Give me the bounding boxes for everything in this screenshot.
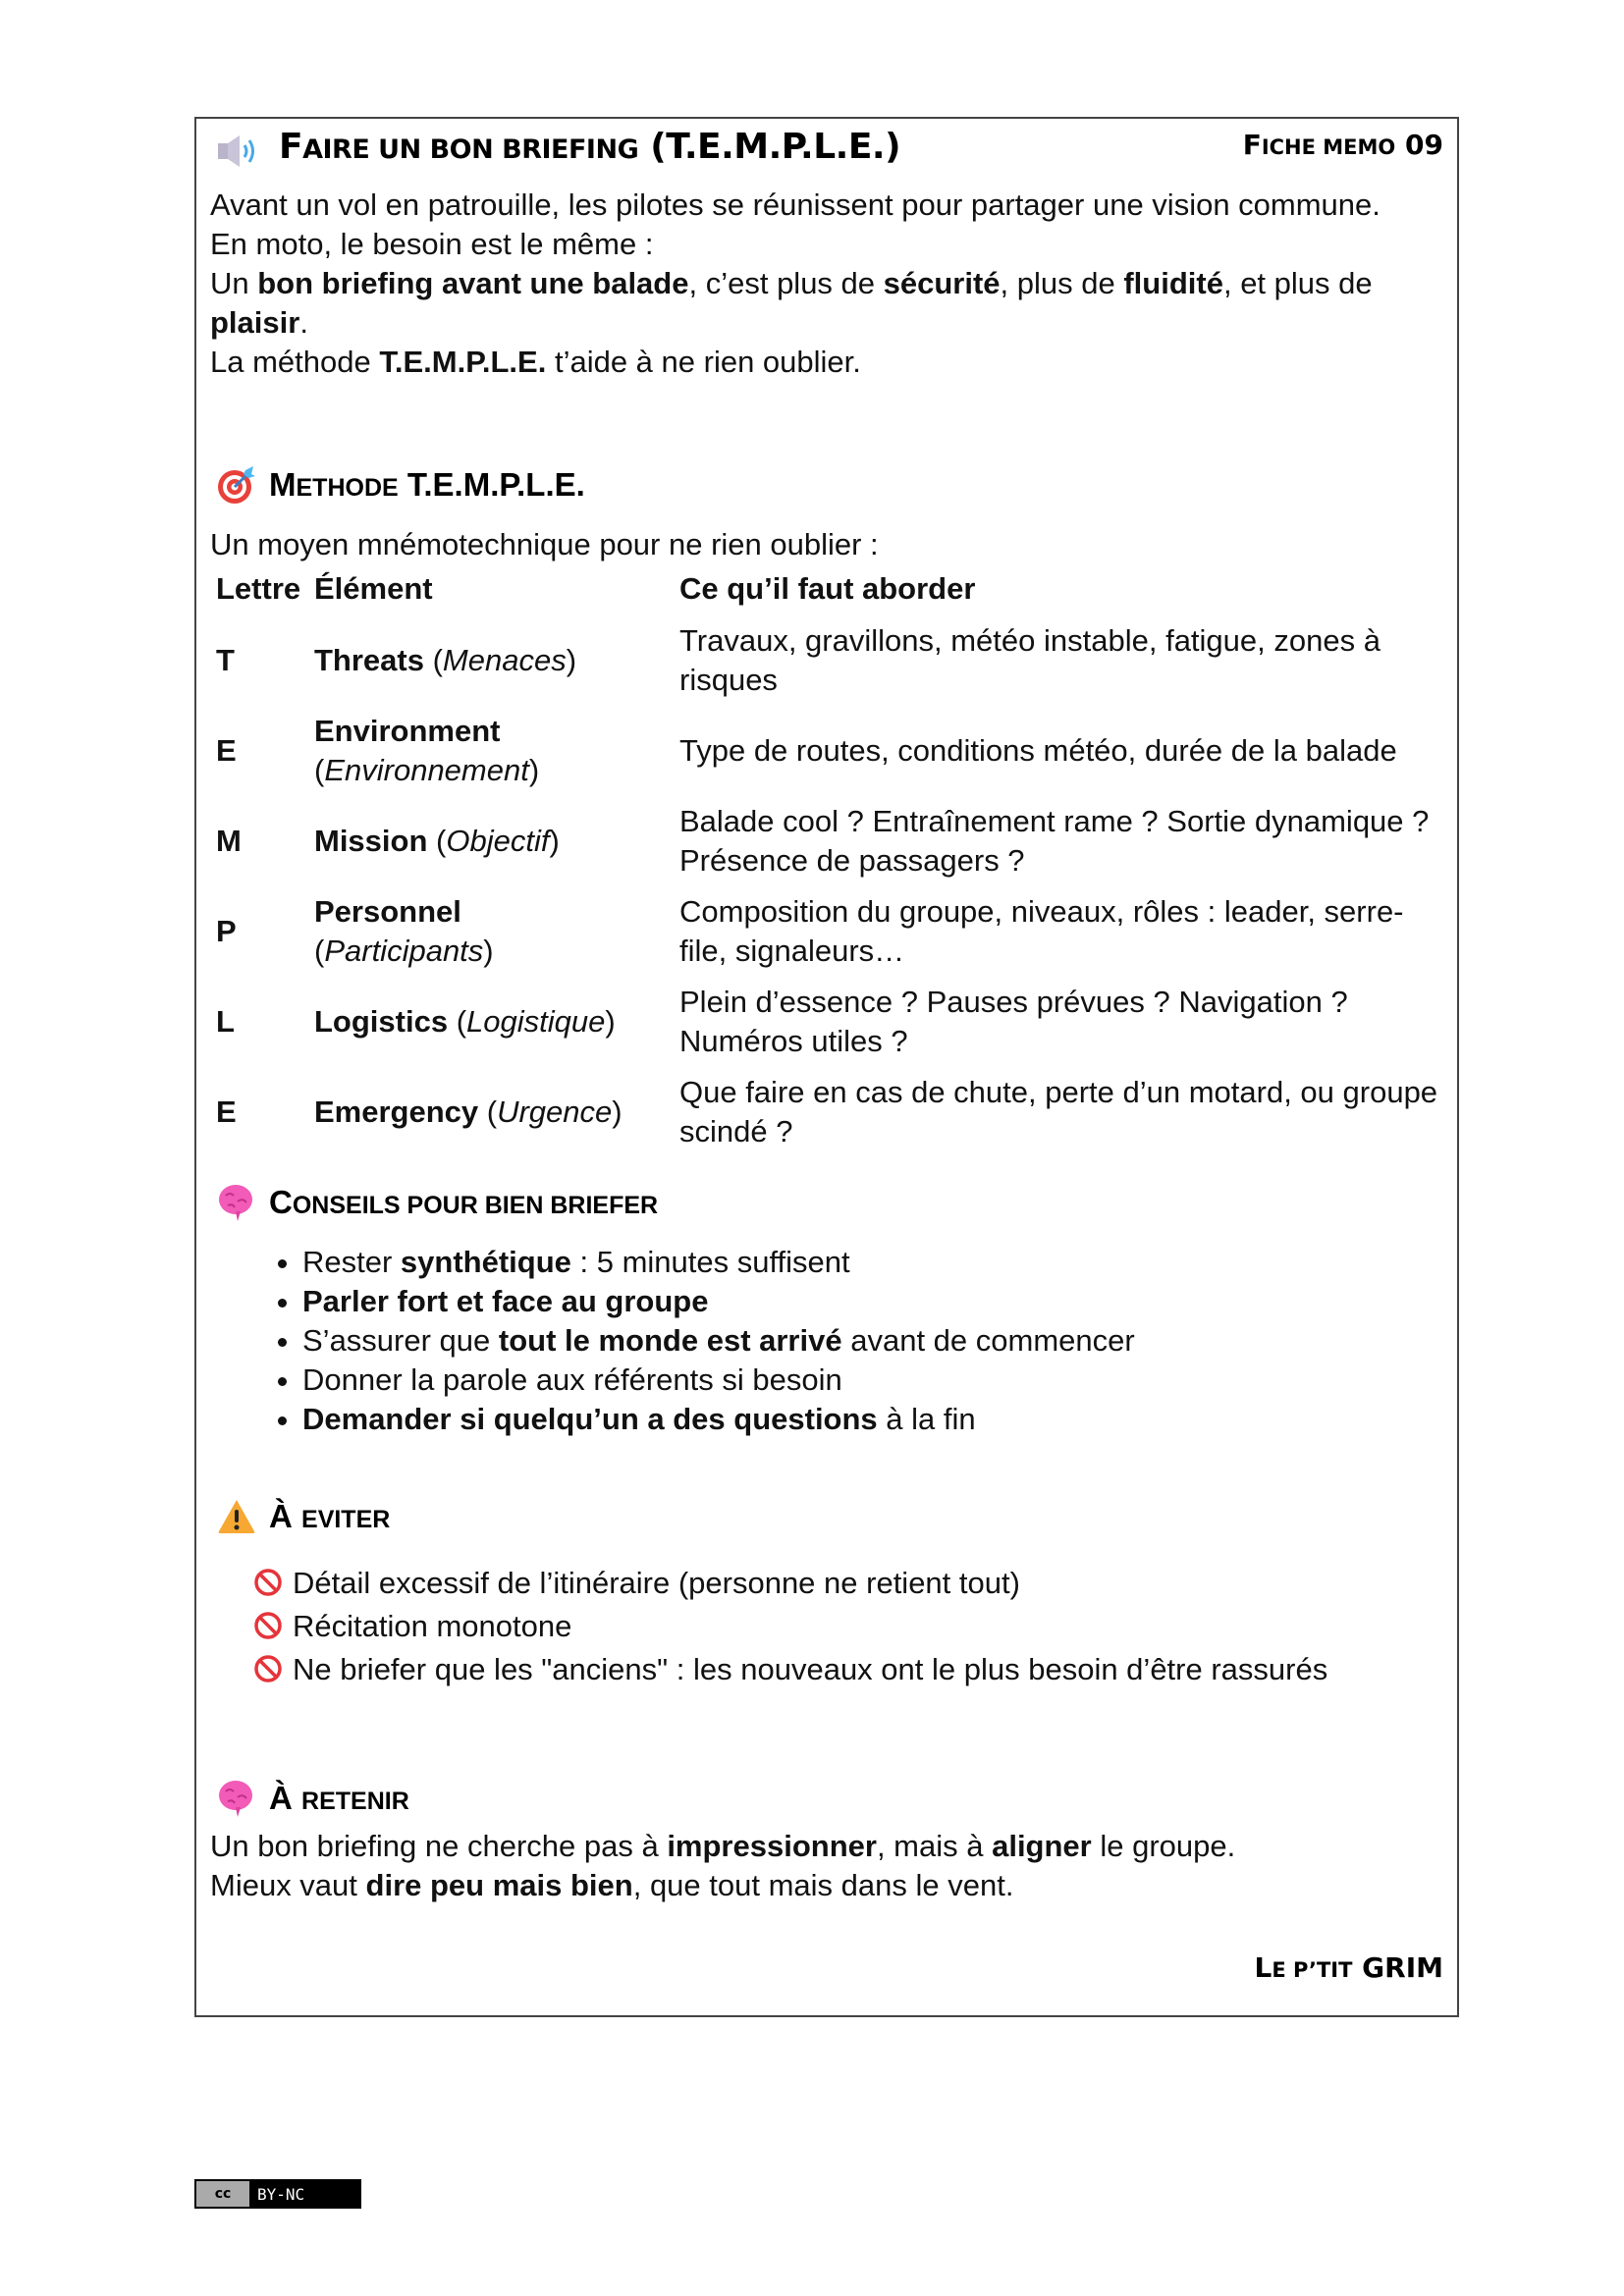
warning-icon <box>216 1496 257 1537</box>
table-row <box>216 619 1443 710</box>
tips-list <box>253 1243 1135 1439</box>
avoid-heading: À EVITER <box>216 1496 390 1537</box>
cc-logo-icon: cc <box>196 2181 249 2207</box>
table-row <box>216 800 1443 890</box>
row-letter: E <box>216 733 237 768</box>
row-letter: L <box>216 1004 235 1039</box>
table-row <box>216 1071 1443 1161</box>
brain-icon <box>216 1778 257 1819</box>
list-item: • S’assurer que tout le monde est arrivé avant de commencer <box>302 1321 1135 1361</box>
retain-text: Un bon briefing ne cherche pas à impressionner, mais à aligner le groupe. Mieux vaut dire peu mais bien, que tout mais dans le vent. <box>210 1829 1236 1902</box>
method-subtitle: Un moyen mnémotechnique pour ne rien oublier : <box>210 527 879 561</box>
header-element: Élément <box>314 571 433 606</box>
tips-heading: CONSEILS POUR BIEN BRIEFER <box>216 1182 658 1223</box>
row-letter: E <box>216 1095 237 1129</box>
row-element: Logistics (Logistique) <box>314 1004 616 1039</box>
method-heading: METHODE T.E.M.P.L.E. <box>216 464 585 506</box>
header-topics: Ce qu’il faut aborder <box>679 571 976 606</box>
license-badge <box>194 2179 361 2209</box>
list-item: • Demander si quelqu’un a des questions à la fin <box>302 1400 1135 1439</box>
memo-number: FICHE MEMO 09 <box>1242 129 1443 161</box>
header-letter: Lettre <box>216 571 301 606</box>
row-letter: P <box>216 914 237 948</box>
brain-icon <box>216 1182 257 1223</box>
table-row <box>216 710 1443 800</box>
row-element: Environment (Environnement) <box>314 714 540 787</box>
memo-card <box>194 117 1459 2017</box>
author-signature: LE P’TIT GRIM <box>1254 1951 1443 1984</box>
list-item: • Rester synthétique : 5 minutes suffisent <box>302 1243 1135 1282</box>
row-letter: M <box>216 824 242 858</box>
temple-table <box>216 570 1443 1161</box>
no-entry-icon <box>253 1654 283 1683</box>
list-item: • Donner la parole aux référents si besoin <box>302 1361 1135 1400</box>
row-letter: T <box>216 643 235 677</box>
no-entry-icon <box>253 1568 283 1597</box>
table-row <box>216 981 1443 1071</box>
row-topics: Que faire en cas de chute, perte d’un motard, ou groupe scindé ? <box>679 1075 1438 1148</box>
table-row <box>216 890 1443 981</box>
row-topics: Type de routes, conditions météo, durée de la balade <box>679 733 1397 768</box>
license-label: BY-NC <box>257 2184 305 2204</box>
retain-heading: À RETENIR <box>216 1778 409 1819</box>
list-item: • Parler fort et face au groupe <box>302 1282 1135 1321</box>
row-topics: Plein d’essence ? Pauses prévues ? Navigation ? Numéros utiles ? <box>679 985 1348 1058</box>
no-entry-icon <box>253 1611 283 1640</box>
row-element: Personnel (Participants) <box>314 894 494 968</box>
intro-text: Avant un vol en patrouille, les pilotes se réunissent pour partager une vision commune. En moto, le besoin est le même : Un bon briefing avant une balade, c’est plus de sécurité, plus de fluidité, et plus de plaisir. La méthode T.E.M.P.L.E. t’aide à ne rien oublier. <box>210 187 1380 379</box>
row-topics: Travaux, gravillons, météo instable, fatigue, zones à risques <box>679 623 1380 697</box>
list-item: Ne briefer que les "anciens" : les nouveaux ont le plus besoin d’être rassurés <box>244 1648 1412 1691</box>
row-topics: Composition du groupe, niveaux, rôles : leader, serre-file, signaleurs… <box>679 894 1404 968</box>
row-topics: Balade cool ? Entraînement rame ? Sortie dynamique ? Présence de passagers ? <box>679 804 1430 878</box>
list-item: Récitation monotone <box>253 1605 1412 1648</box>
table-header <box>216 570 1443 619</box>
list-item: Détail excessif de l’itinéraire (personne ne retient tout) <box>253 1562 1412 1605</box>
row-element: Threats (Menaces) <box>314 643 577 677</box>
avoid-list <box>253 1562 1412 1691</box>
row-element: Mission (Objectif) <box>314 824 560 858</box>
speaker-icon <box>216 133 263 170</box>
page-title: FAIRE UN BON BRIEFING (T.E.M.P.L.E.) <box>279 127 901 167</box>
target-icon <box>216 464 257 506</box>
row-element: Emergency (Urgence) <box>314 1095 623 1129</box>
